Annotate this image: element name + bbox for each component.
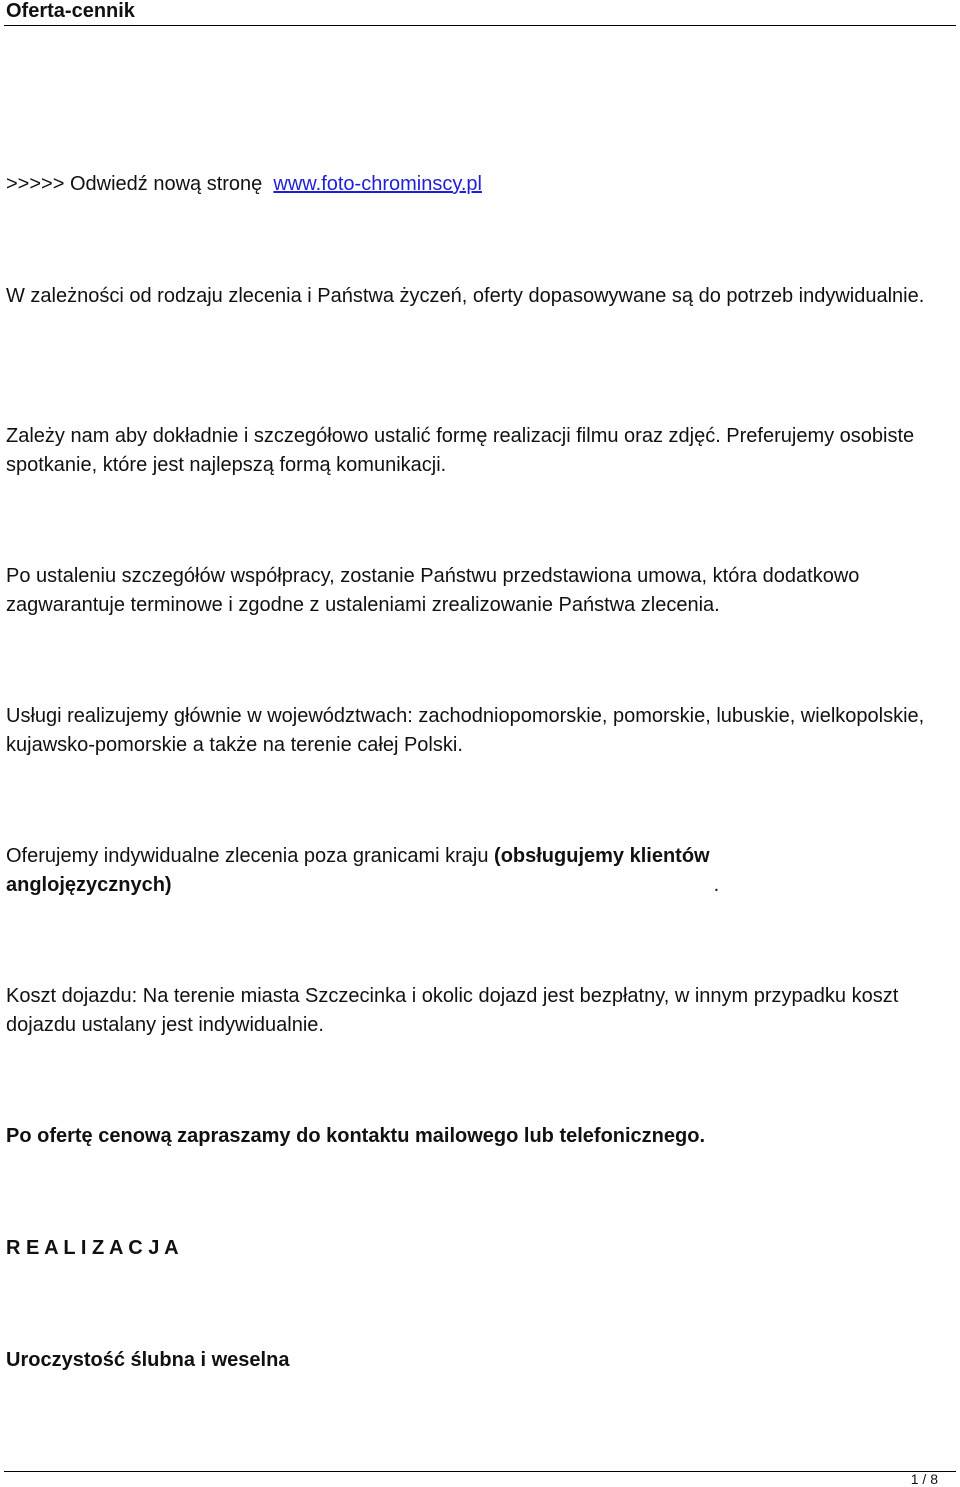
visit-paragraph — [6, 170, 954, 199]
abroad-period: . — [713, 873, 720, 896]
paragraph-abroad — [6, 842, 954, 899]
paragraph-contact — [6, 1122, 954, 1151]
header-divider — [4, 25, 956, 26]
realizacja-heading: R E A L I Z A C J A — [6, 1237, 179, 1259]
paragraph-regions: Usługi realizujemy głównie w województwach: zachodniopomorskie, pomorskie, lubuskie, wielkopolskie, kujawsko-pomorskie a także na terenie całej Polski. — [6, 705, 925, 756]
contact-invitation: Po ofertę cenową zapraszamy do kontaktu mailowego lub telefonicznego. — [6, 1125, 706, 1147]
english-clients-note-line1: (obsługujemy klientów — [494, 845, 710, 867]
paragraph-meeting: Zależy nam aby dokładnie i szczegółowo ustalić formę realizacji filmu oraz zdjęć. Preferujemy osobiste spotkanie, które jest najlepszą formą komunikacji. — [6, 425, 915, 476]
section-heading — [6, 1234, 954, 1263]
subheading — [6, 1346, 954, 1375]
wedding-subheading: Uroczystość ślubna i weselna — [6, 1349, 290, 1371]
page-title: Oferta-cennik — [6, 0, 135, 22]
paragraph-individual-offers: W zależności od rodzaju zlecenia i Państwa życzeń, oferty dopasowywane są do potrzeb indywidualnie. — [6, 285, 925, 307]
footer-divider — [4, 1471, 956, 1472]
paragraph-contract: Po ustaleniu szczegółów współpracy, zostanie Państwu przedstawiona umowa, która dodatkowo zagwarantuje terminowe i zgodne z ustaleniami zrealizowanie Państwa zlecenia. — [6, 565, 860, 616]
visit-prefix: >>>>> Odwiedź nową stronę — [6, 173, 263, 195]
abroad-text: Oferujemy indywidualne zlecenia poza granicami kraju — [6, 845, 495, 867]
page-number: 1 / 8 — [910, 1471, 938, 1487]
paragraph-travel-cost: Koszt dojazdu: Na terenie miasta Szczecinka i okolic dojazd jest bezpłatny, w innym przypadku koszt dojazdu ustalany jest indywidualnie. — [6, 985, 899, 1036]
english-clients-note-line2: anglojęzycznych) — [6, 873, 172, 896]
website-link[interactable]: www.foto-chrominscy.pl — [273, 173, 482, 195]
